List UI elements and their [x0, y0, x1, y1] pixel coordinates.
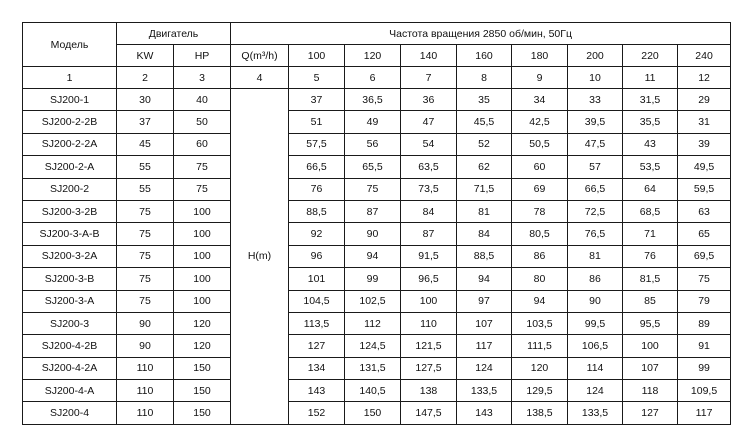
head-value-cell: 90: [568, 290, 623, 312]
kw-cell: 75: [117, 290, 174, 312]
column-index-4: 4: [231, 67, 289, 89]
head-value-cell: 89: [678, 312, 731, 334]
head-value-cell: 47,5: [568, 133, 623, 155]
header-motor: Двигатель: [117, 23, 231, 45]
head-value-cell: 94: [512, 290, 568, 312]
head-value-cell: 97: [457, 290, 512, 312]
head-value-cell: 99: [345, 268, 401, 290]
kw-cell: 55: [117, 156, 174, 178]
hp-cell: 60: [174, 133, 231, 155]
column-index-11: 11: [623, 67, 678, 89]
model-cell: SJ200-4-2B: [23, 335, 117, 357]
head-value-cell: 39,5: [568, 111, 623, 133]
head-value-cell: 94: [345, 245, 401, 267]
head-value-cell: 87: [401, 223, 457, 245]
column-index-3: 3: [174, 67, 231, 89]
head-value-cell: 103,5: [512, 312, 568, 334]
model-cell: SJ200-2-A: [23, 156, 117, 178]
model-cell: SJ200-3-A-B: [23, 223, 117, 245]
head-value-cell: 117: [678, 402, 731, 424]
model-cell: SJ200-4-2A: [23, 357, 117, 379]
model-cell: SJ200-4: [23, 402, 117, 424]
header-row-1: [23, 23, 731, 45]
hp-cell: 40: [174, 89, 231, 111]
table-row: [23, 111, 731, 133]
head-value-cell: 71: [623, 223, 678, 245]
column-index-7: 7: [401, 67, 457, 89]
head-value-cell: 45,5: [457, 111, 512, 133]
kw-cell: 37: [117, 111, 174, 133]
head-value-cell: 99,5: [568, 312, 623, 334]
head-value-cell: 81: [568, 245, 623, 267]
head-value-cell: 65,5: [345, 156, 401, 178]
head-value-cell: 133,5: [568, 402, 623, 424]
head-value-cell: 94: [457, 268, 512, 290]
head-value-cell: 54: [401, 133, 457, 155]
head-value-cell: 81: [457, 200, 512, 222]
head-value-cell: 39: [678, 133, 731, 155]
head-value-cell: 60: [512, 156, 568, 178]
hp-cell: 100: [174, 200, 231, 222]
head-value-cell: 152: [289, 402, 345, 424]
head-value-cell: 76: [623, 245, 678, 267]
head-value-cell: 79: [678, 290, 731, 312]
table-body: [23, 23, 731, 425]
kw-cell: 90: [117, 335, 174, 357]
table-row: [23, 335, 731, 357]
model-cell: SJ200-3-B: [23, 268, 117, 290]
header-q: Q(m³/h): [231, 45, 289, 67]
head-value-cell: 150: [345, 402, 401, 424]
kw-cell: 110: [117, 402, 174, 424]
head-value-cell: 64: [623, 178, 678, 200]
head-value-cell: 59,5: [678, 178, 731, 200]
head-value-cell: 86: [568, 268, 623, 290]
model-cell: SJ200-2-2B: [23, 111, 117, 133]
head-value-cell: 50,5: [512, 133, 568, 155]
head-value-cell: 63: [678, 200, 731, 222]
head-value-cell: 133,5: [457, 380, 512, 402]
hp-cell: 120: [174, 312, 231, 334]
head-value-cell: 49,5: [678, 156, 731, 178]
model-cell: SJ200-2: [23, 178, 117, 200]
table-row: [23, 380, 731, 402]
header-hp: HP: [174, 45, 231, 67]
header-kw: KW: [117, 45, 174, 67]
head-value-cell: 96: [289, 245, 345, 267]
head-value-cell: 76,5: [568, 223, 623, 245]
header-flow-1: 100: [289, 45, 345, 67]
head-value-cell: 31: [678, 111, 731, 133]
head-value-cell: 73,5: [401, 178, 457, 200]
column-index-8: 8: [457, 67, 512, 89]
head-value-cell: 47: [401, 111, 457, 133]
head-value-cell: 33: [568, 89, 623, 111]
pump-performance-table: [22, 22, 731, 425]
head-value-cell: 87: [345, 200, 401, 222]
head-value-cell: 131,5: [345, 357, 401, 379]
hp-cell: 100: [174, 223, 231, 245]
head-value-cell: 80: [512, 268, 568, 290]
table-row: [23, 402, 731, 424]
column-index-5: 5: [289, 67, 345, 89]
head-value-cell: 35: [457, 89, 512, 111]
model-cell: SJ200-3-A: [23, 290, 117, 312]
head-value-cell: 114: [568, 357, 623, 379]
column-index-1: 1: [23, 67, 117, 89]
head-value-cell: 147,5: [401, 402, 457, 424]
head-value-cell: 65: [678, 223, 731, 245]
hp-cell: 150: [174, 357, 231, 379]
head-value-cell: 71,5: [457, 178, 512, 200]
head-value-cell: 107: [457, 312, 512, 334]
head-value-cell: 143: [457, 402, 512, 424]
model-cell: SJ200-4-A: [23, 380, 117, 402]
hp-cell: 150: [174, 380, 231, 402]
head-value-cell: 124,5: [345, 335, 401, 357]
head-value-cell: 88,5: [457, 245, 512, 267]
head-value-cell: 106,5: [568, 335, 623, 357]
head-value-cell: 95,5: [623, 312, 678, 334]
table-row: [23, 223, 731, 245]
header-speed: Частота вращения 2850 об/мин, 50Гц: [231, 23, 731, 45]
head-value-cell: 56: [345, 133, 401, 155]
column-index-row: [23, 67, 731, 89]
header-flow-3: 140: [401, 45, 457, 67]
head-value-cell: 52: [457, 133, 512, 155]
head-value-cell: 124: [568, 380, 623, 402]
head-value-cell: 99: [678, 357, 731, 379]
kw-cell: 90: [117, 312, 174, 334]
table-row: [23, 357, 731, 379]
head-value-cell: 140,5: [345, 380, 401, 402]
head-value-cell: 42,5: [512, 111, 568, 133]
head-value-cell: 29: [678, 89, 731, 111]
header-flow-5: 180: [512, 45, 568, 67]
kw-cell: 55: [117, 178, 174, 200]
head-label-cell: H(m): [231, 89, 289, 425]
table-row: [23, 312, 731, 334]
head-value-cell: 35,5: [623, 111, 678, 133]
head-value-cell: 100: [401, 290, 457, 312]
head-value-cell: 80,5: [512, 223, 568, 245]
head-value-cell: 57,5: [289, 133, 345, 155]
head-value-cell: 118: [623, 380, 678, 402]
head-value-cell: 92: [289, 223, 345, 245]
kw-cell: 75: [117, 223, 174, 245]
table-row: [23, 268, 731, 290]
head-value-cell: 109,5: [678, 380, 731, 402]
header-model: Модель: [23, 23, 117, 67]
head-value-cell: 138,5: [512, 402, 568, 424]
head-value-cell: 31,5: [623, 89, 678, 111]
head-value-cell: 138: [401, 380, 457, 402]
header-flow-8: 240: [678, 45, 731, 67]
head-value-cell: 91,5: [401, 245, 457, 267]
kw-cell: 110: [117, 357, 174, 379]
head-value-cell: 90: [345, 223, 401, 245]
hp-cell: 100: [174, 290, 231, 312]
head-value-cell: 88,5: [289, 200, 345, 222]
model-cell: SJ200-1: [23, 89, 117, 111]
hp-cell: 50: [174, 111, 231, 133]
table-row: [23, 200, 731, 222]
kw-cell: 45: [117, 133, 174, 155]
header-flow-2: 120: [345, 45, 401, 67]
head-value-cell: 66,5: [568, 178, 623, 200]
head-value-cell: 143: [289, 380, 345, 402]
head-value-cell: 69,5: [678, 245, 731, 267]
head-value-cell: 57: [568, 156, 623, 178]
head-value-cell: 36: [401, 89, 457, 111]
head-value-cell: 127: [289, 335, 345, 357]
kw-cell: 110: [117, 380, 174, 402]
model-cell: SJ200-3-2B: [23, 200, 117, 222]
table-row: [23, 133, 731, 155]
table-row: [23, 245, 731, 267]
head-value-cell: 75: [345, 178, 401, 200]
head-value-cell: 72,5: [568, 200, 623, 222]
head-value-cell: 117: [457, 335, 512, 357]
head-value-cell: 43: [623, 133, 678, 155]
head-value-cell: 78: [512, 200, 568, 222]
hp-cell: 75: [174, 156, 231, 178]
head-value-cell: 86: [512, 245, 568, 267]
head-value-cell: 51: [289, 111, 345, 133]
head-value-cell: 121,5: [401, 335, 457, 357]
model-cell: SJ200-3-2A: [23, 245, 117, 267]
header-flow-6: 200: [568, 45, 623, 67]
head-value-cell: 113,5: [289, 312, 345, 334]
header-row-2: [23, 45, 731, 67]
head-value-cell: 104,5: [289, 290, 345, 312]
head-value-cell: 112: [345, 312, 401, 334]
model-cell: SJ200-2-2A: [23, 133, 117, 155]
hp-cell: 120: [174, 335, 231, 357]
head-value-cell: 127,5: [401, 357, 457, 379]
column-index-6: 6: [345, 67, 401, 89]
kw-cell: 75: [117, 268, 174, 290]
head-value-cell: 49: [345, 111, 401, 133]
head-value-cell: 134: [289, 357, 345, 379]
head-value-cell: 76: [289, 178, 345, 200]
head-value-cell: 96,5: [401, 268, 457, 290]
head-value-cell: 84: [457, 223, 512, 245]
head-value-cell: 120: [512, 357, 568, 379]
kw-cell: 30: [117, 89, 174, 111]
hp-cell: 100: [174, 245, 231, 267]
head-value-cell: 102,5: [345, 290, 401, 312]
head-value-cell: 81,5: [623, 268, 678, 290]
table-row: [23, 89, 731, 111]
head-value-cell: 111,5: [512, 335, 568, 357]
head-value-cell: 37: [289, 89, 345, 111]
head-value-cell: 75: [678, 268, 731, 290]
head-value-cell: 53,5: [623, 156, 678, 178]
head-value-cell: 34: [512, 89, 568, 111]
header-flow-4: 160: [457, 45, 512, 67]
head-value-cell: 110: [401, 312, 457, 334]
head-value-cell: 84: [401, 200, 457, 222]
head-value-cell: 100: [623, 335, 678, 357]
column-index-12: 12: [678, 67, 731, 89]
head-value-cell: 101: [289, 268, 345, 290]
head-value-cell: 127: [623, 402, 678, 424]
head-value-cell: 69: [512, 178, 568, 200]
head-value-cell: 129,5: [512, 380, 568, 402]
table-row: [23, 156, 731, 178]
column-index-9: 9: [512, 67, 568, 89]
hp-cell: 100: [174, 268, 231, 290]
head-value-cell: 63,5: [401, 156, 457, 178]
head-value-cell: 36,5: [345, 89, 401, 111]
head-value-cell: 91: [678, 335, 731, 357]
hp-cell: 150: [174, 402, 231, 424]
head-value-cell: 107: [623, 357, 678, 379]
column-index-2: 2: [117, 67, 174, 89]
head-value-cell: 62: [457, 156, 512, 178]
header-flow-7: 220: [623, 45, 678, 67]
head-value-cell: 66,5: [289, 156, 345, 178]
head-value-cell: 68,5: [623, 200, 678, 222]
kw-cell: 75: [117, 200, 174, 222]
kw-cell: 75: [117, 245, 174, 267]
table-row: [23, 178, 731, 200]
model-cell: SJ200-3: [23, 312, 117, 334]
head-value-cell: 85: [623, 290, 678, 312]
head-value-cell: 124: [457, 357, 512, 379]
table-row: [23, 290, 731, 312]
column-index-10: 10: [568, 67, 623, 89]
hp-cell: 75: [174, 178, 231, 200]
